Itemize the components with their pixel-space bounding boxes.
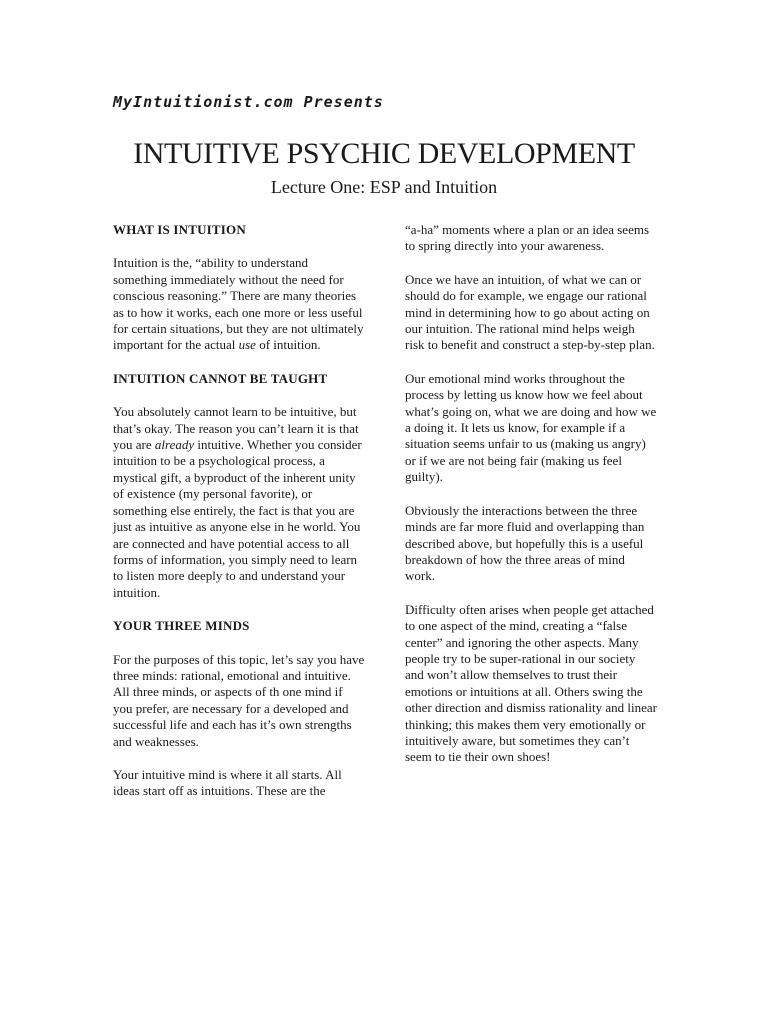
section-heading-cannot-be-taught: INTUITION CANNOT BE TAUGHT	[113, 370, 328, 386]
section-heading-three-minds: YOUR THREE MINDS	[113, 618, 250, 634]
paragraph-rational-mind: Once we have an intuition, of what we can or should do for example, we engage our rational mind in determining how to go about acting on our intuition. The rational mind helps weigh risk to benefit and construct a step-by-step plan.	[405, 271, 655, 353]
document-subtitle: Lecture One: ESP and Intuition	[270, 177, 498, 197]
paragraph-emotional-mind: Our emotional mind works throughout the process by letting us know how we feel about what’s going on, what we are doing and how we a doing it. It lets us know, for example if a situation seems unfair to us (making us angry) or if we are not being fair (making us feel guilty).	[405, 370, 657, 485]
paragraph-already-intuitive	[113, 404, 365, 601]
paragraph-text: of intuition.	[255, 337, 321, 353]
emphasized-text: already	[154, 437, 195, 453]
paragraph-text: intuitive. Whether you consider intuition to be a psychological process, a mystical gift, a byproduct of the inherent unity of existence (my personal favorite), or something else entirely, the fact is that you are just as intuitive as anyone else in he world. You are connected and have potential access to all forms of information, you simply need to learn to listen more deeply to and understand your intuition.	[113, 437, 362, 600]
paragraph-intuition-definition	[113, 255, 365, 353]
document-title: INTUITIVE PSYCHIC DEVELOPMENT	[133, 137, 635, 170]
emphasized-text: use	[238, 337, 256, 353]
paragraph-text: Intuition is the, “ability to understand something immediately without the need for conscious reasoning.” There are many theories as to how it works, each one more or less useful for certain situations, but they are not ultimately important for the actual	[113, 255, 364, 353]
paragraph-interactions: Obviously the interactions between the three minds are far more fluid and overlapping than described above, but hopefully this is a useful breakdown of how the three areas of mind work.	[405, 502, 645, 584]
presents-line: MyIntuitionist.com Presents	[113, 93, 384, 111]
paragraph-three-minds: For the purposes of this topic, let’s say you have three minds: rational, emotional and intuitive. All three minds, or aspects of th one mind if you prefer, are necessary for a developed and successful life and each has it’s own strengths and weaknesses.	[113, 651, 365, 749]
paragraph-aha-moments: “a-ha” moments where a plan or an idea seems to spring directly into your awareness.	[405, 222, 650, 254]
paragraph-intuitive-mind: Your intuitive mind is where it all starts. All ideas start off as intuitions. These are the	[113, 766, 342, 799]
paragraph-text: You absolutely cannot learn to be intuitive, but that’s okay. The reason you can’t learn it is that you are	[113, 404, 359, 453]
section-heading-what-is-intuition: WHAT IS INTUITION	[113, 222, 246, 237]
paragraph-false-center: Difficulty often arises when people get attached to one aspect of the mind, creating a “false center” and ignoring the other aspects. Many people try to be super-rational in our society and won’t allow themselves to trust their emotions or intuitions at all. Others swing the other direction and dismiss rationality and linear thinking; this makes them very emotionally or intuitively aware, but sometimes they can’t seem to tie their own shoes!	[405, 601, 657, 765]
right-column	[405, 222, 657, 783]
left-column	[113, 222, 365, 817]
